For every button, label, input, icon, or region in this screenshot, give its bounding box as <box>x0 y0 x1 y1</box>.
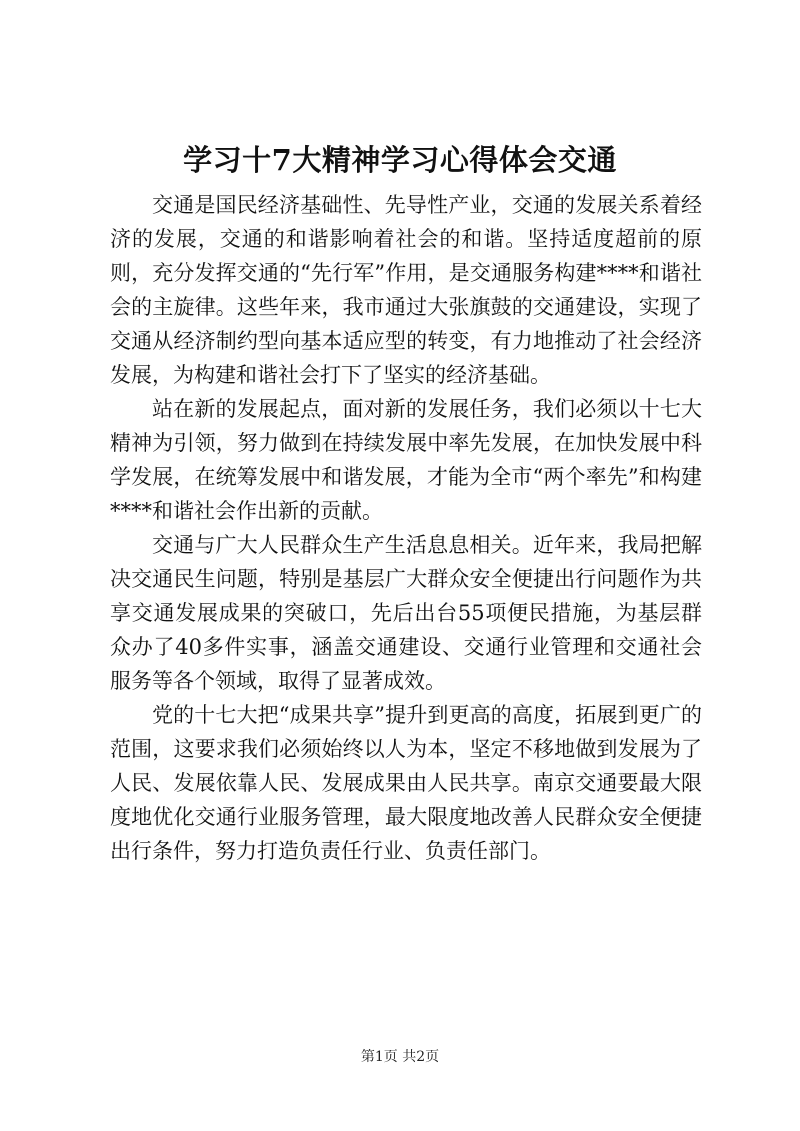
paragraph-2: 站在新的发展起点，面对新的发展任务，我们必须以十七大精神为引领，努力做到在持续发展中率先发展，在加快发展中科学发展，在统筹发展中和谐发展，才能为全市“两个率先”和构建****和谐社会作出新的贡献。 <box>110 397 702 523</box>
paragraph-3: 交通与广大人民群众生产生活息息相关。近年来，我局把解决交通民生问题，特别是基层广大群众安全便捷出行问题作为共享交通发展成果的突破口，先后出台55项便民措施，为基层群众办了40多件实事，涵盖交通建设、交通行业管理和交通社会服务等各个领域，取得了显著成效。 <box>110 533 702 693</box>
document-title: 学习十7大精神学习心得体会交通 <box>183 143 617 177</box>
paragraph-1: 交通是国民经济基础性、先导性产业，交通的发展关系着经济的发展，交通的和谐影响着社会的和谐。坚持适度超前的原则，充分发挥交通的“先行军”作用，是交通服务构建****和谐社会的主旋律。这些年来，我市通过大张旗鼓的交通建设，实现了交通从经济制约型向基本适应型的转变，有力地推动了社会经济发展，为构建和谐社会打下了坚实的经济基础。 <box>110 193 702 387</box>
document-body <box>110 188 702 868</box>
paragraph-4: 党的十七大把“成果共享”提升到更高的高度，拓展到更广的范围，这要求我们必须始终以人为本，坚定不移地做到发展为了人民、发展依靠人民、发展成果由人民共享。南京交通要最大限度地优化交通行业服务管理，最大限度地改善人民群众安全便捷出行条件，努力打造负责任行业、负责任部门。 <box>110 703 702 863</box>
page-number-footer: 第1页 共2页 <box>360 1049 440 1065</box>
